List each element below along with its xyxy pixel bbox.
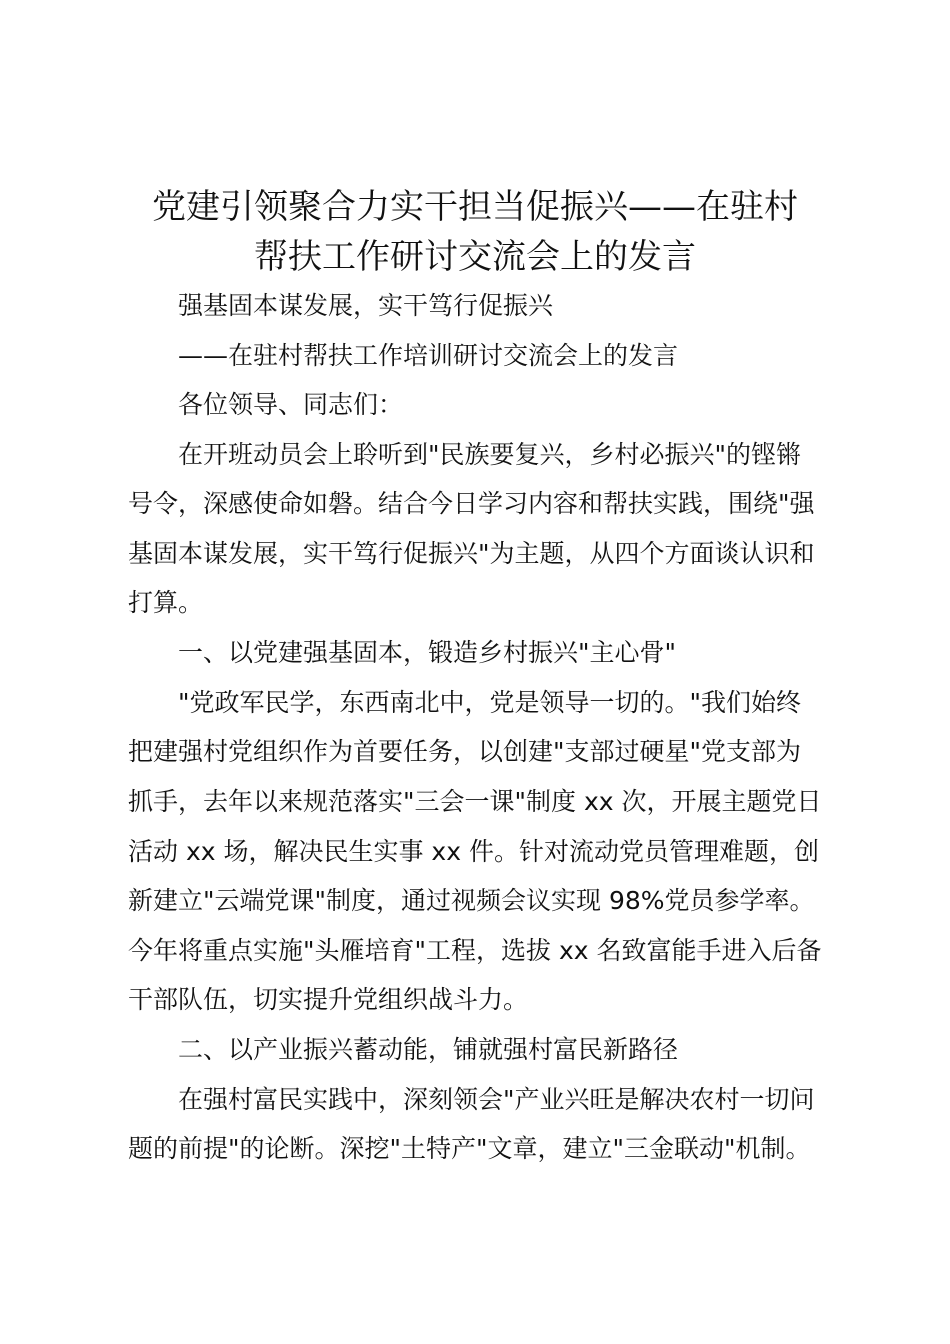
body-line: 抓手，去年以来规范落实"三会一课"制度 xx 次，开展主题党日 (128, 787, 822, 816)
section-heading-2: 二、以产业振兴蓄动能，铺就强村富民新路径 (178, 1035, 679, 1064)
body-line: "党政军民学，东西南北中，党是领导一切的。"我们始终 (178, 688, 802, 717)
body-line: 干部队伍，切实提升党组织战斗力。 (128, 985, 529, 1014)
body-line: 在开班动员会上聆听到"民族要复兴，乡村必振兴"的铿锵 (178, 440, 802, 469)
body-line: 题的前提"的论断。深挖"土特产"文章，建立"三金联动"机制。 (128, 1134, 811, 1163)
body-line: 今年将重点实施"头雁培育"工程，选拔 xx 名致富能手进入后备 (128, 936, 822, 965)
body-line: 打算。 (128, 588, 204, 617)
subtitle-occasion: ——在驻村帮扶工作培训研讨交流会上的发言 (178, 341, 679, 370)
salutation: 各位领导、同志们： (178, 390, 404, 419)
section-heading-1: 一、以党建强基固本，锻造乡村振兴"主心骨" (178, 638, 676, 667)
body-line: 活动 xx 场，解决民生实事 xx 件。针对流动党员管理难题，创 (128, 837, 819, 866)
title-line-2: 帮扶工作研讨交流会上的发言 (254, 237, 696, 277)
title-line-1: 党建引领聚合力实干担当促振兴——在驻村 (152, 187, 798, 227)
body-line: 把建强村党组织作为首要任务，以创建"支部过硬星"党支部为 (128, 737, 802, 766)
subtitle-line: 强基固本谋发展，实干笃行促振兴 (178, 291, 554, 320)
document-title (120, 182, 830, 282)
body-line: 基固本谋发展，实干笃行促振兴"为主题，从四个方面谈认识和 (128, 539, 815, 568)
body-line: 在强村富民实践中，深刻领会"产业兴旺是解决农村一切问 (178, 1085, 815, 1114)
body-line: 新建立"云端党课"制度，通过视频会议实现 98%党员参学率。 (128, 886, 815, 915)
body-line: 号令，深感使命如磐。结合今日学习内容和帮扶实践，围绕"强 (128, 489, 815, 518)
